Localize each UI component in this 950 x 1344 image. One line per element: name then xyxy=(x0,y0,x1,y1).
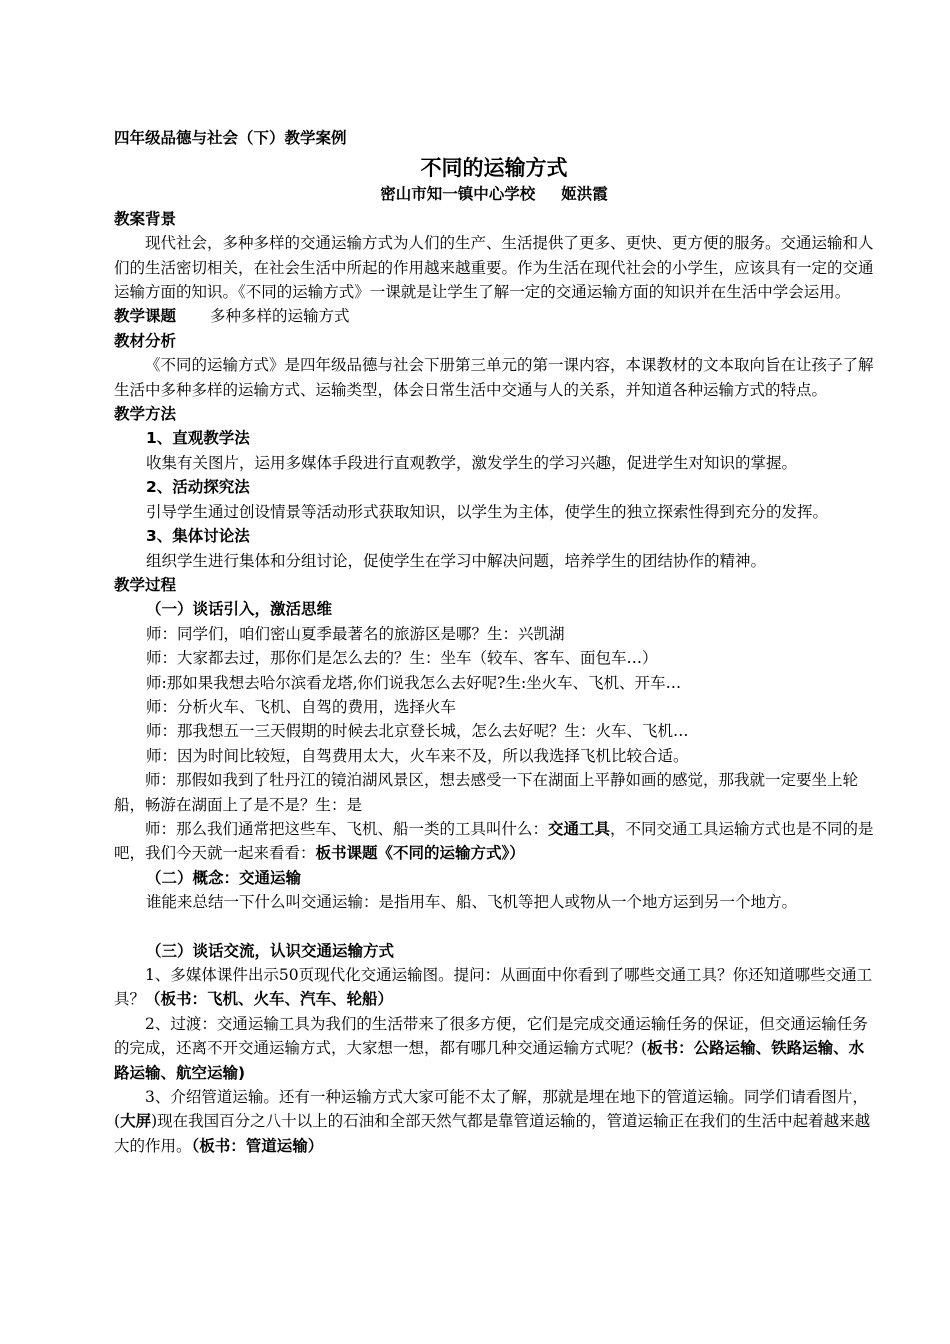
dialogue-line: 师：同学们，咱们密山夏季最著名的旅游区是哪？生：兴凯湖 xyxy=(146,624,565,643)
part1-title: （一）谈话引入，激活思维 xyxy=(146,600,333,619)
method-title-3: 3、集体讨论法 xyxy=(146,527,250,546)
background-text: 现代社会，多种多样的交通运输方式为人们的生产、生活提供了更多、更快、更方便的服务。交通运输和人们的生活密切相关，在社会生活中所起的作用越来越重要。作为生活在现代社会的小学生，应该具有一定的交通运输方面的知识。《不同的运输方式》一课就是让学生了解一定的交通运输方面的知识并在生活中学会运用。 xyxy=(114,234,874,302)
methods-heading: 教学方法 xyxy=(114,405,177,424)
topic-value: 多种多样的运输方式 xyxy=(210,307,350,326)
paragraph-text: 3、介绍管道运输。还有一种运输方式大家可能不太了解，那就是埋在地下的管道运输。同学们请看图片，( xyxy=(114,1088,868,1131)
document-body xyxy=(114,126,874,1158)
method-text-3: 组织学生进行集体和分组讨论，促使学生在学习中解决问题，培养学生的团结协作的精神。 xyxy=(146,551,767,570)
board-note: （板书：飞机、火车、汽车、轮船） xyxy=(145,990,394,1009)
dialogue-line: 师：大家都去过，那你们是怎么去的？生：坐车（较车、客车、面包车…） xyxy=(146,649,658,668)
dialogue-last-paragraph xyxy=(114,817,874,866)
dialogue-text: ，不同交通工具运输方式也是不同的是吧，我们今天就一起来看看： xyxy=(114,819,874,863)
keyword-transport-tools: 交通工具 xyxy=(548,819,611,838)
author-name: 姬洪霞 xyxy=(561,185,608,204)
method-text-2: 引导学生通过创设情景等活动形式获取知识，以学生为主体，使学生的独立探索性得到充分的发挥。 xyxy=(146,502,829,521)
part2-text: 谁能来总结一下什么叫交通运输：是指用车、船、飞机等把人或物从一个地方运到另一个地方。 xyxy=(146,893,798,912)
part3-paragraph-1 xyxy=(114,963,874,1012)
board-note: （板书：管道运输） xyxy=(191,1136,324,1155)
author-line xyxy=(114,182,874,206)
topic-line xyxy=(114,304,874,328)
analysis-text: 《不同的运输方式》是四年级品德与社会下册第三单元的第一课内容，本课教材的文本取向旨在让孩子了解生活中多种多样的运输方式、运输类型，体会日常生活中交通与人的关系，并知道各种运输方式的特点。 xyxy=(114,356,874,399)
paragraph-text: 1、多媒体课件出示50页现代化交通运输图。提问：从画面中你看到了哪些交通工具？你还知道哪些交通工具？ xyxy=(114,966,873,1009)
board-note: 板书：公路运输、铁路运输、水路运输、航空运输) xyxy=(114,1039,865,1082)
method-text-1: 收集有关图片，运用多媒体手段进行直观教学，激发学生的学习兴趣，促进学生对知识的掌握。 xyxy=(146,453,798,472)
paragraph-text: 2、过渡：交通运输工具为我们的生活带来了很多方便，它们是完成交通运输任务的保证，但交通运输任务的完成，还离不开交通运输方式，大家想一想，都有哪几种交通运输方式呢？( xyxy=(114,1014,868,1058)
dialogue-line: 师：那我想五一三天假期的时候去北京登长城，怎么去好呢？生：火车、飞机… xyxy=(146,722,689,741)
part3-paragraph-3 xyxy=(114,1085,874,1158)
background-heading: 教案背景 xyxy=(114,209,177,228)
topic-label: 教学课题 xyxy=(114,307,177,326)
paragraph-text: )现在我国百分之八十以上的石油和全部天然气都是靠管道运输的，管道运输正在我们的生活中起着越来越大的作用。 xyxy=(114,1112,871,1155)
dialogue-text: 师：那么我们通常把这些车、飞机、船一类的工具叫什么： xyxy=(145,819,549,838)
dialogue-line: 师：那假如我到了牡丹江的镜泊湖风景区，想去感受一下在湖面上平静如画的感觉，那我就一定要坐上轮船，畅游在湖面上了是不是？生：是 xyxy=(114,771,859,814)
part2-title: （二）概念：交通运输 xyxy=(146,868,302,887)
author-school: 密山市知一镇中心学校 xyxy=(380,185,536,204)
big-screen-note: 大屏 xyxy=(120,1112,152,1131)
document-title: 不同的运输方式 xyxy=(420,156,568,181)
board-title-note: 板书课题《不同的运输方式》） xyxy=(315,844,525,863)
process-heading: 教学过程 xyxy=(114,575,177,594)
dialogue-line: 师：分析火车、飞机、自驾的费用，选择火车 xyxy=(146,697,457,716)
method-title-1: 1、直观教学法 xyxy=(146,429,250,448)
header-line: 四年级品德与社会（下）教学案例 xyxy=(114,129,347,147)
part3-paragraph-2 xyxy=(114,1012,874,1085)
method-title-2: 2、活动探究法 xyxy=(146,478,250,497)
dialogue-line: 师:那如果我想去哈尔滨看龙塔,你们说我怎么去好呢?生:坐火车、飞机、开车… xyxy=(146,673,682,692)
dialogue-line: 师：因为时间比较短，自驾费用太大，火车来不及，所以我选择飞机比较合适。 xyxy=(146,746,689,765)
analysis-heading: 教材分析 xyxy=(114,331,177,350)
part3-title: （三）谈话交流，认识交通运输方式 xyxy=(146,941,395,960)
blank-line xyxy=(114,915,874,939)
